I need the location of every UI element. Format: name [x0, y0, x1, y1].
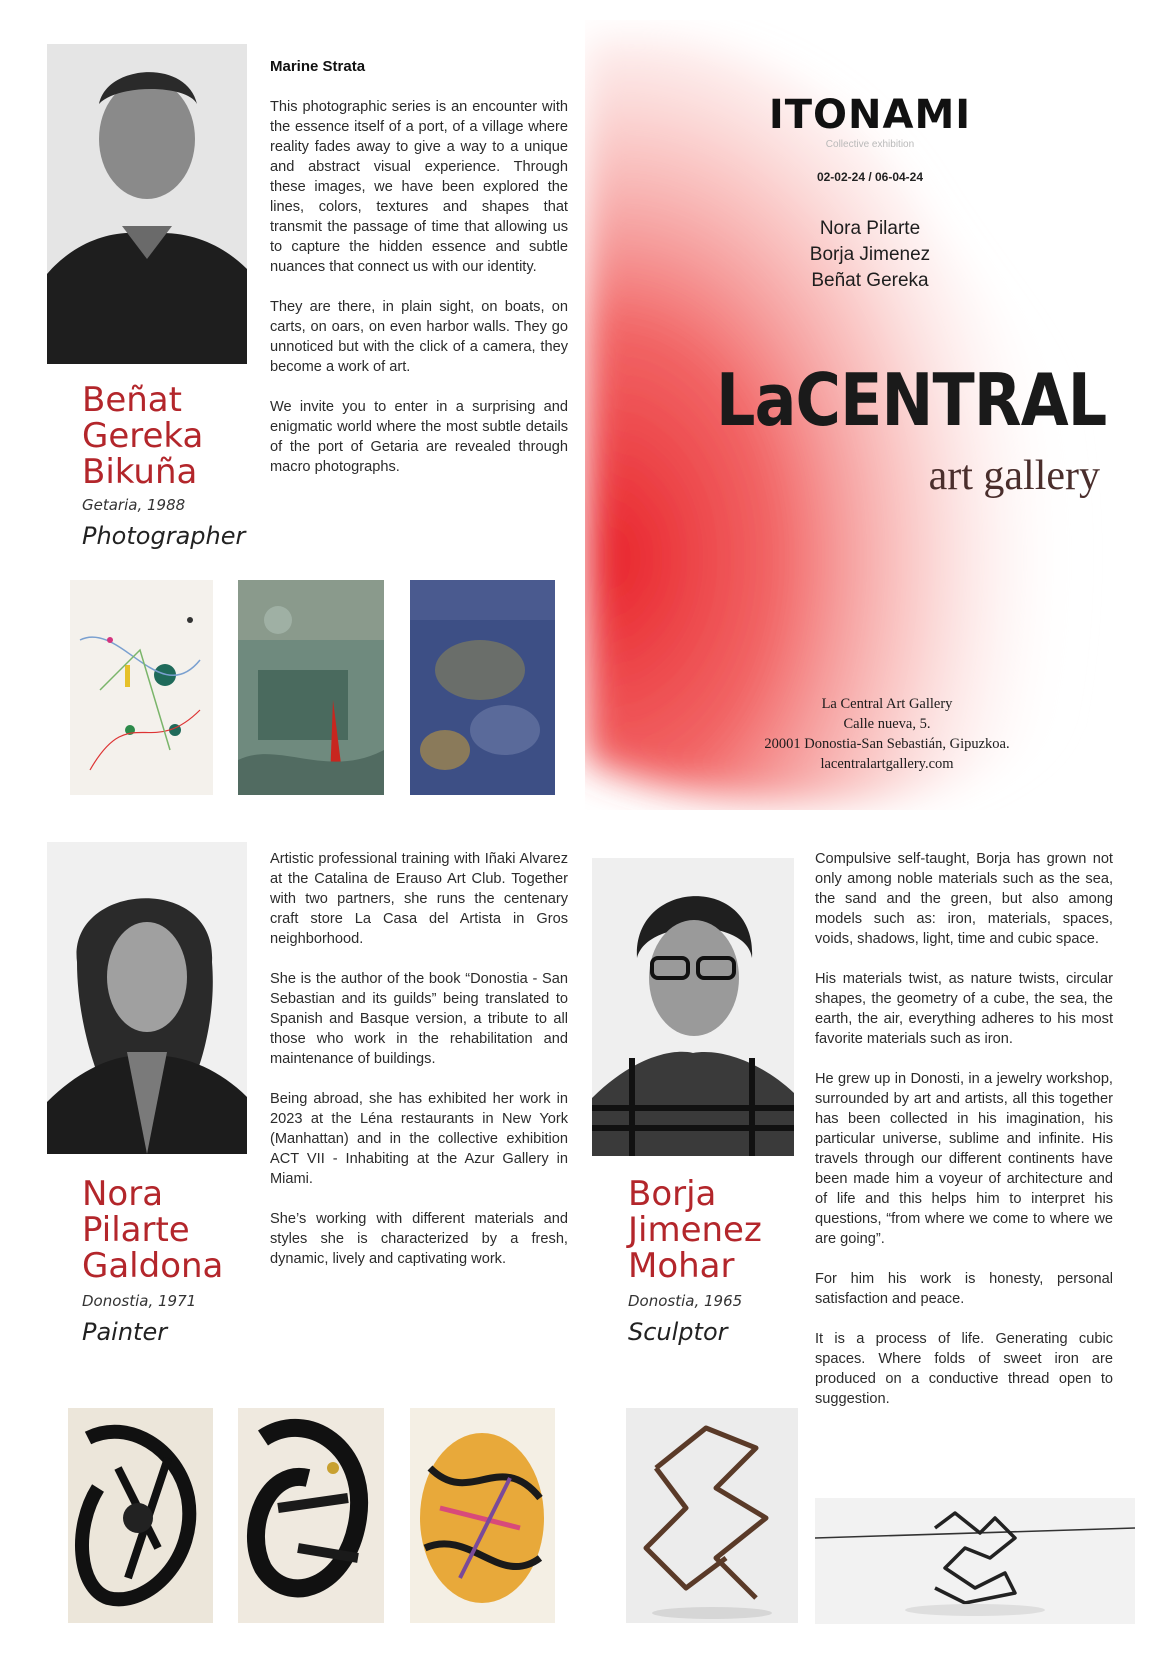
benat-artwork-1	[70, 580, 213, 795]
benat-portrait-photo	[47, 44, 247, 364]
gallery-address	[722, 694, 1052, 774]
benat-origin: Getaria, 1988	[82, 496, 186, 514]
artist-list-item: Beñat Gereka	[811, 270, 929, 291]
paragraph: She’s working with different materials and styles she is characterized by a fresh, dynamic, lively and captivating work.	[270, 1211, 568, 1267]
paragraph: It is a process of life. Generating cubic spaces. Where folds of sweet iron are produced on a conductive thread open to suggestion.	[815, 1331, 1113, 1407]
name-line: Galdona	[82, 1246, 224, 1286]
exhibition-subtitle: Collective exhibition	[825, 139, 915, 150]
name-line: Borja	[628, 1174, 717, 1214]
nora-portrait-photo	[47, 842, 247, 1154]
exhibition-dates: 02-02-24 / 06-04-24	[816, 170, 924, 184]
nora-artwork-3	[410, 1408, 555, 1623]
paragraph: This photographic series is an encounter with the essence itself of a port, of a village where reality fades away to give a way to a unique and abstract visual experience. Through these images, we have been explored the lines, colors, textures and shapes that transmit the passage of time that allowing us to capture the hidden essence and subtle nuances that connect us with our identity.	[270, 99, 568, 275]
name-line: Gereka	[82, 416, 204, 456]
gallery-logo-sub: art gallery	[928, 453, 1100, 499]
nora-name	[82, 1176, 223, 1284]
paragraph: Being abroad, she has exhibited her work in 2023 at the Léna restaurants in New York (Manhattan) and in the collective exhibition ACT VII - Inhabiting at the Azur Gallery in Miami.	[270, 1091, 568, 1187]
benat-description	[270, 97, 568, 497]
name-line: Nora	[82, 1174, 164, 1214]
artist-list-item: Borja Jimenez	[809, 244, 931, 265]
exhibition-title: ITONAMI	[768, 92, 972, 138]
nora-origin: Donostia, 1971	[82, 1292, 197, 1310]
benat-artwork-3	[410, 580, 555, 795]
artist-list-item: Nora Pilarte	[819, 218, 921, 239]
paragraph: They are there, in plain sight, on boats, on carts, on oars, on even harbor walls. They go unnoticed but with the click of a camera, they become a work of art.	[270, 299, 568, 375]
name-line: Bikuña	[82, 452, 198, 492]
paragraph: Artistic professional training with Iñaki Alvarez at the Catalina de Erauso Art Club. Together with two partners, she runs the centenary craft store La Casa del Artista in Gros neighborhood.	[270, 851, 568, 947]
paragraph: His materials twist, as nature twists, circular shapes, the geometry of a cube, the sea, the earth, the air, everything adheres to his most favorite materials such as iron.	[815, 971, 1113, 1047]
borja-origin: Donostia, 1965	[628, 1292, 743, 1310]
address-link[interactable]: lacentralartgallery.com	[820, 756, 954, 772]
name-line: Mohar	[628, 1246, 735, 1286]
borja-sculpture-2	[815, 1498, 1135, 1624]
borja-name	[628, 1176, 762, 1284]
address-line: Calle nueva, 5.	[843, 716, 931, 732]
name-line: Jimenez	[628, 1210, 762, 1250]
address-line: La Central Art Gallery	[821, 696, 953, 712]
artist-list	[740, 216, 1000, 294]
borja-portrait-photo	[592, 858, 794, 1156]
gallery-logo-main: LaCENTRAL	[716, 358, 1107, 442]
paragraph: For him his work is honesty, personal satisfaction and peace.	[815, 1271, 1113, 1307]
borja-description	[815, 849, 1113, 1429]
paragraph: We invite you to enter in a surprising and enigmatic world where the most subtle details of the port of Getaria are revealed through macro photographs.	[270, 399, 568, 475]
borja-role: Sculptor	[628, 1318, 728, 1346]
name-line: Pilarte	[82, 1210, 190, 1250]
paragraph: Compulsive self-taught, Borja has grown not only among noble materials such as the sea, the sand and the green, but also among models such as: iron, materials, spaces, voids, shadows, light, time and cubic space.	[815, 851, 1113, 947]
benat-section-title: Marine Strata	[270, 58, 366, 75]
paragraph: She is the author of the book “Donostia - San Sebastian and its guilds” being translated to Spanish and Basque version, a tribute to all those who work in the rehabilitation and maintenance of buildings.	[270, 971, 568, 1067]
nora-artwork-1	[68, 1408, 213, 1623]
name-line: Beñat	[82, 380, 182, 420]
nora-artwork-2	[238, 1408, 384, 1623]
benat-name	[82, 382, 203, 490]
address-line: 20001 Donostia-San Sebastián, Gipuzkoa.	[764, 736, 1010, 752]
benat-role: Photographer	[82, 522, 246, 550]
benat-artwork-2	[238, 580, 384, 795]
nora-role: Painter	[82, 1318, 168, 1346]
nora-description	[270, 849, 568, 1289]
borja-sculpture-1	[626, 1408, 798, 1623]
paragraph: He grew up in Donosti, in a jewelry workshop, surrounded by art and artists, all this together has been collected in his imagination, his particular universe, sublime and infinite. His travels through our different continents have been made him a voyeur of architecture and of life and this helps him to interpret his questions, “from where we come to where we are going”.	[815, 1071, 1113, 1247]
